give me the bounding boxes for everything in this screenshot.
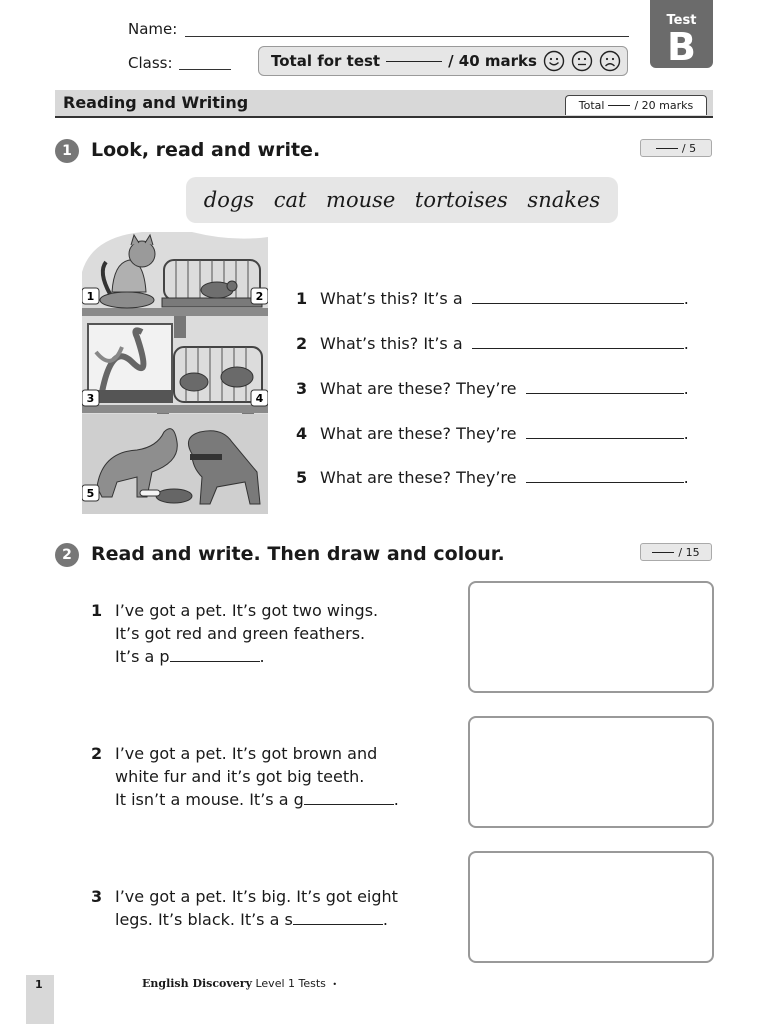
- word-bank-item: cat: [273, 188, 307, 212]
- question-1: [296, 289, 689, 308]
- question-number: 4: [296, 424, 308, 443]
- drawing-box-1[interactable]: [468, 581, 714, 693]
- exercise-2-item-1: [91, 599, 455, 668]
- picture-label-4: 4: [255, 392, 264, 405]
- sad-face-icon[interactable]: [599, 50, 621, 72]
- question-text: What are these? They’re: [320, 468, 517, 487]
- item-line-with-blank: [115, 908, 460, 931]
- question-text: What’s this? It’s a: [320, 289, 463, 308]
- footer-level: Level 1 Tests: [255, 977, 326, 990]
- exercise-1-score-total: / 5: [681, 141, 697, 155]
- name-field[interactable]: [185, 36, 629, 37]
- exercise-2-title: Read and write. Then draw and colour.: [91, 543, 505, 565]
- drawing-box-2[interactable]: [468, 716, 714, 828]
- total-for-test-suffix: / 40 marks: [448, 52, 537, 70]
- question-end: .: [683, 468, 689, 487]
- name-label: Name:: [128, 20, 178, 38]
- question-5: [296, 468, 689, 487]
- word-bank-item: mouse: [326, 188, 396, 212]
- picture-label-5: 5: [86, 487, 95, 500]
- item-line-with-blank: [115, 788, 455, 811]
- exercise-1-title: Look, read and write.: [91, 139, 321, 161]
- section-total-tab: [565, 95, 707, 115]
- section-header: [55, 90, 713, 118]
- exercise-1-score: [640, 139, 712, 157]
- item-line: I’ve got a pet. It’s got two wings.: [115, 601, 379, 620]
- item-end: .: [382, 910, 388, 929]
- footer-bullet: •: [332, 980, 338, 989]
- item-line-with-blank: [115, 645, 455, 668]
- word-bank-item: snakes: [527, 188, 601, 212]
- total-for-test-field[interactable]: [386, 61, 442, 62]
- exercise-2-item-3: [91, 885, 460, 931]
- neutral-face-icon[interactable]: [571, 50, 593, 72]
- class-field[interactable]: [179, 69, 231, 70]
- question-number: 5: [296, 468, 308, 487]
- answer-line[interactable]: [170, 661, 260, 662]
- exercise-2-item-2: [91, 742, 455, 811]
- picture-label-1: 1: [86, 290, 95, 303]
- footer-credit: [142, 977, 337, 990]
- exercise-1-score-field[interactable]: [656, 148, 678, 149]
- question-end: .: [683, 289, 689, 308]
- item-number: 3: [91, 887, 103, 906]
- question-text: What’s this? It’s a: [320, 334, 463, 353]
- item-end: .: [393, 790, 399, 809]
- question-text: What are these? They’re: [320, 379, 517, 398]
- word-bank: [186, 177, 618, 223]
- answer-line[interactable]: [526, 438, 684, 439]
- item-number: 2: [91, 744, 103, 763]
- section-total-label: Total: [578, 99, 605, 112]
- answer-line[interactable]: [526, 482, 684, 483]
- question-4: [296, 424, 689, 443]
- answer-line[interactable]: [293, 924, 383, 925]
- section-total-field[interactable]: [608, 105, 630, 106]
- self-assessment-faces: [543, 50, 621, 72]
- picture-label-2: 2: [255, 290, 264, 303]
- question-number: 1: [296, 289, 308, 308]
- question-number: 2: [296, 334, 308, 353]
- item-end: .: [259, 647, 265, 666]
- question-3: [296, 379, 689, 398]
- question-end: .: [683, 424, 689, 443]
- answer-line[interactable]: [304, 804, 394, 805]
- page-number: 1: [35, 978, 43, 991]
- section-title: Reading and Writing: [63, 93, 249, 112]
- answer-line[interactable]: [472, 303, 684, 304]
- question-end: .: [683, 334, 689, 353]
- question-2: [296, 334, 689, 353]
- happy-face-icon[interactable]: [543, 50, 565, 72]
- question-text: What are these? They’re: [320, 424, 517, 443]
- class-label: Class:: [128, 54, 173, 72]
- item-prompt: It’s a p: [115, 647, 170, 666]
- word-bank-item: tortoises: [414, 188, 508, 212]
- item-prompt: legs. It’s black. It’s a s: [115, 910, 293, 929]
- total-for-test-box: [258, 46, 628, 76]
- word-bank-item: dogs: [203, 188, 255, 212]
- footer-book-title: English Discovery: [142, 977, 252, 990]
- exercise-1-number: 1: [55, 139, 79, 163]
- pet-shelf-illustration: [82, 232, 268, 514]
- test-tab: [650, 0, 713, 68]
- question-number: 3: [296, 379, 308, 398]
- exercise-2-score-field[interactable]: [652, 552, 674, 553]
- item-prompt: It isn’t a mouse. It’s a g: [115, 790, 304, 809]
- section-total-suffix: / 20 marks: [634, 99, 694, 112]
- test-letter: B: [667, 25, 696, 69]
- exercise-2-number: 2: [55, 543, 79, 567]
- item-line: It’s got red and green feathers.: [115, 624, 366, 643]
- item-line: I’ve got a pet. It’s big. It’s got eight: [115, 887, 398, 906]
- answer-line[interactable]: [526, 393, 684, 394]
- exercise-2-score: [640, 543, 712, 561]
- question-end: .: [683, 379, 689, 398]
- total-for-test-label: Total for test: [271, 52, 381, 70]
- answer-line[interactable]: [472, 348, 684, 349]
- picture-label-3: 3: [86, 392, 95, 405]
- item-line: I’ve got a pet. It’s got brown and: [115, 744, 378, 763]
- test-label: Test: [666, 13, 697, 28]
- exercise-2-score-total: / 15: [678, 545, 700, 559]
- item-number: 1: [91, 601, 103, 620]
- drawing-box-3[interactable]: [468, 851, 714, 963]
- item-line: white fur and it’s got big teeth.: [115, 767, 365, 786]
